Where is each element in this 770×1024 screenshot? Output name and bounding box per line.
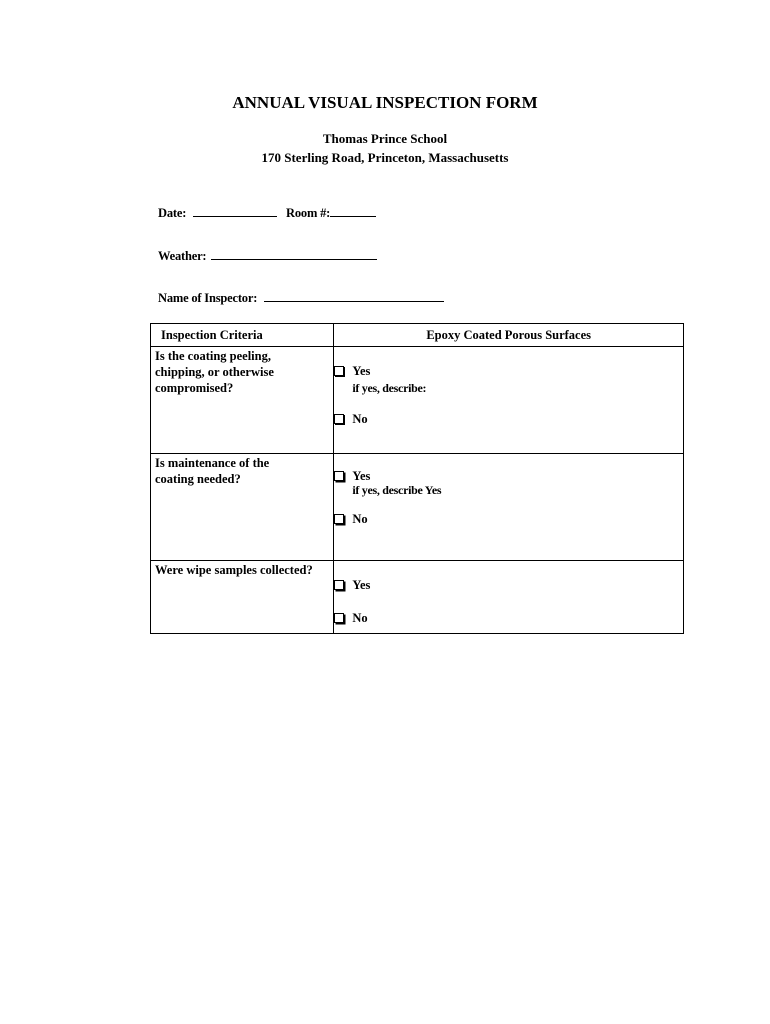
weather-blank[interactable]: [211, 248, 377, 260]
no-option[interactable]: [334, 412, 367, 427]
yes-label: Yes: [352, 364, 371, 378]
date-label: Date:: [158, 206, 187, 220]
table-row: [151, 561, 684, 634]
inspector-label: Name of Inspector:: [158, 291, 258, 305]
yes-label: Yes: [352, 469, 371, 483]
column-header: Inspection Criteria: [151, 324, 334, 347]
inspector-field: [158, 290, 444, 306]
date-field: [158, 205, 376, 221]
table-row: [151, 347, 684, 454]
describe-note: if yes, describe Yes: [352, 483, 442, 497]
question-cell: [151, 347, 334, 454]
no-label: No: [352, 412, 368, 426]
form-title: ANNUAL VISUAL INSPECTION FORM: [232, 93, 538, 112]
question-text: Is the coating peeling, chipping, or otherwise compromised?: [155, 349, 274, 395]
checkbox-icon[interactable]: [334, 366, 344, 376]
room-label: Room #:: [286, 206, 331, 220]
no-option[interactable]: [334, 611, 367, 626]
checkbox-icon[interactable]: [334, 471, 344, 481]
answer-cell: [334, 347, 684, 454]
weather-label: Weather:: [158, 249, 207, 263]
checkbox-icon[interactable]: [334, 613, 344, 623]
inspector-blank[interactable]: [264, 290, 444, 302]
no-option[interactable]: [334, 512, 367, 527]
answer-cell: [334, 454, 684, 561]
yes-option[interactable]: [334, 578, 370, 593]
question-cell: [151, 454, 334, 561]
yes-option[interactable]: [334, 364, 370, 379]
checkbox-icon[interactable]: [334, 414, 344, 424]
question-cell: [151, 561, 334, 634]
weather-field: [158, 248, 377, 264]
question-text: Is maintenance of the coating needed?: [155, 456, 270, 486]
school-name: Thomas Prince School: [322, 131, 448, 146]
room-blank[interactable]: [330, 205, 376, 217]
answer-cell: [334, 561, 684, 634]
yes-label: Yes: [352, 578, 371, 592]
describe-note: if yes, describe:: [352, 381, 427, 395]
school-address: 170 Sterling Road, Princeton, Massachusetts: [261, 150, 509, 165]
no-label: No: [352, 611, 368, 625]
column-header: Epoxy Coated Porous Surfaces: [334, 324, 684, 347]
no-label: No: [352, 512, 368, 526]
yes-option[interactable]: [334, 469, 370, 484]
checkbox-icon[interactable]: [334, 580, 344, 590]
table-header-row: [151, 324, 684, 347]
inspection-table: [150, 323, 684, 634]
date-blank[interactable]: [193, 205, 277, 217]
table-row: [151, 454, 684, 561]
question-text: Were wipe samples collected?: [155, 563, 313, 577]
checkbox-icon[interactable]: [334, 514, 344, 524]
